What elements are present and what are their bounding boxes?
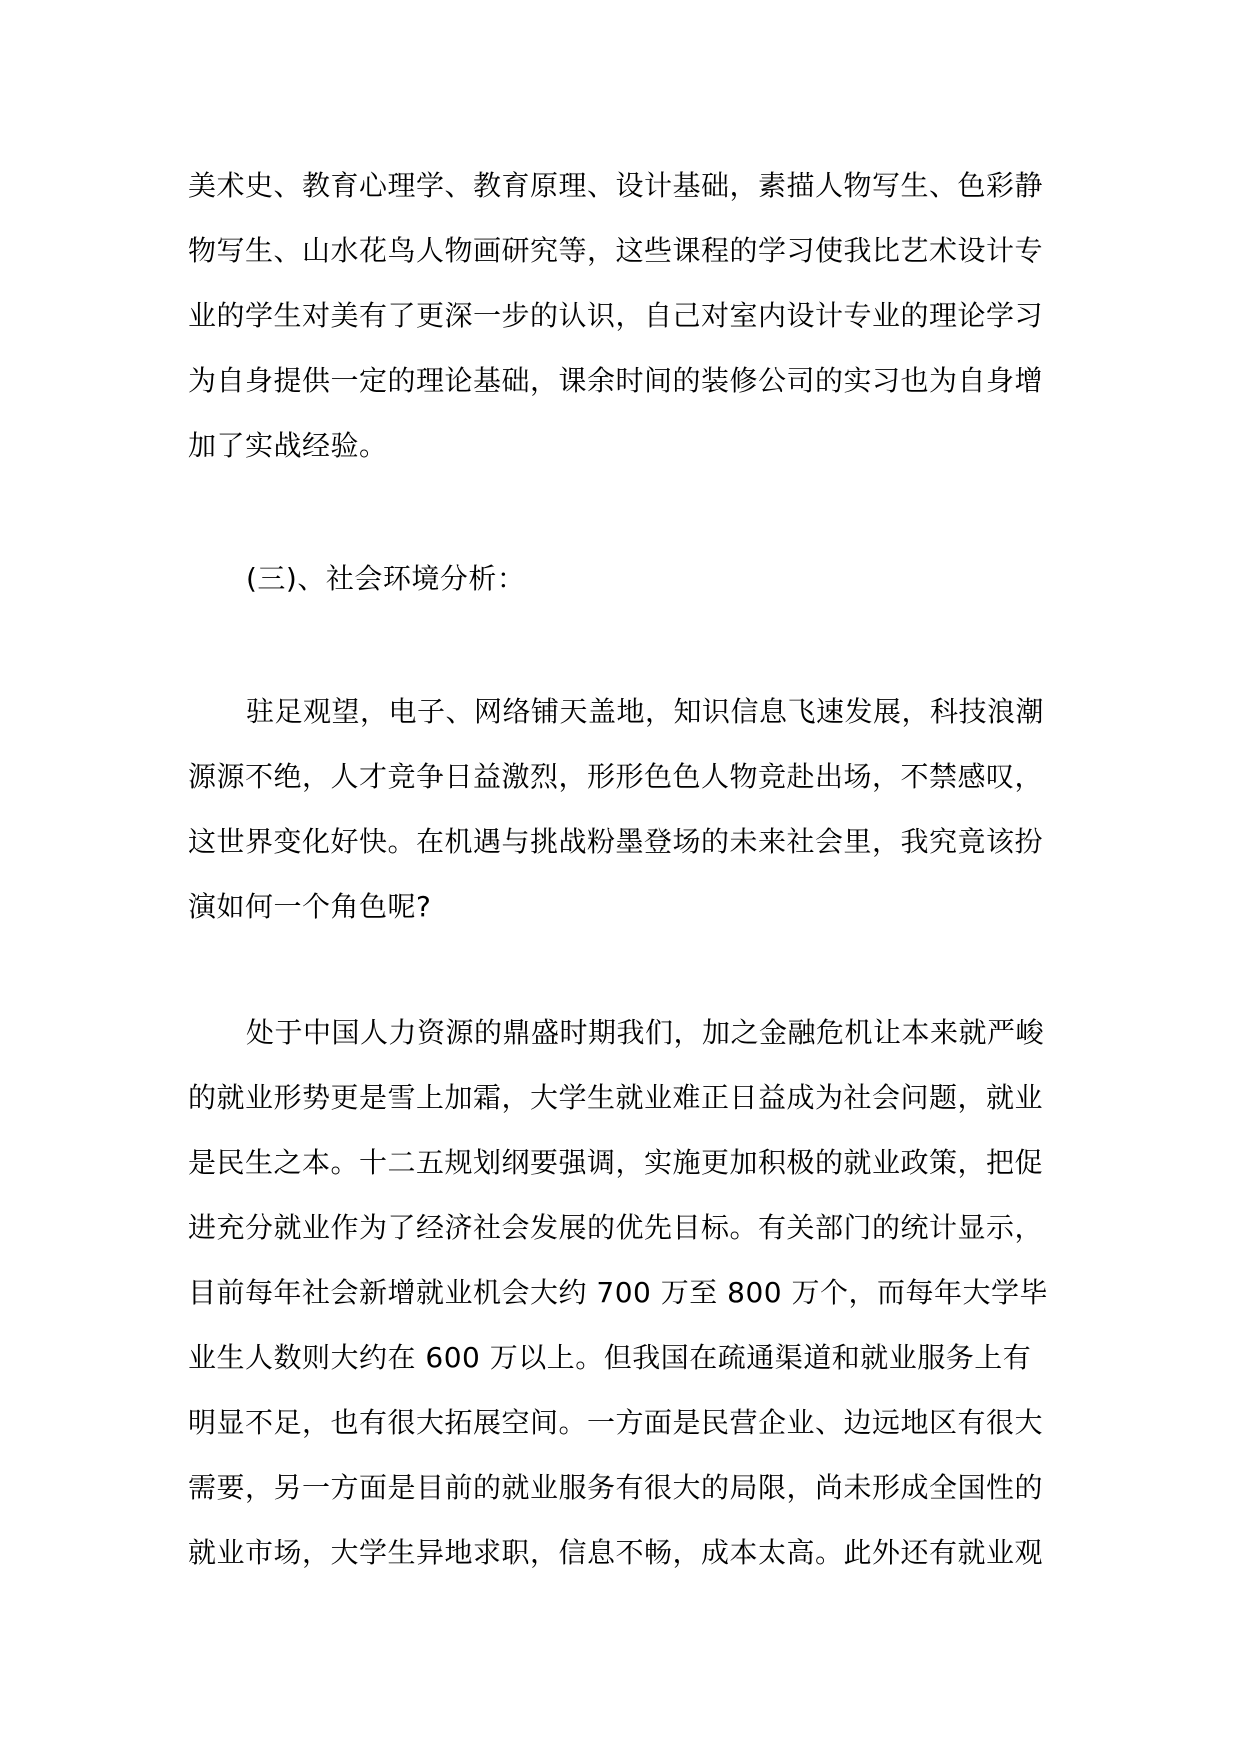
text-line: 进充分就业作为了经济社会发展的优先目标。有关部门的统计显示， xyxy=(188,1211,1044,1244)
text-line: 目前每年社会新增就业机会大约 700 万至 800 万个，而每年大学毕 xyxy=(188,1276,1048,1309)
text-line: 处于中国人力资源的鼎盛时期我们，加之金融危机让本来就严峻 xyxy=(246,1016,1045,1049)
text-line: 物写生、山水花鸟人物画研究等，这些课程的学习使我比艺术设计专 xyxy=(188,234,1044,267)
text-line: 是民生之本。十二五规划纲要强调，实施更加积极的就业政策，把促 xyxy=(188,1146,1044,1179)
text-line: 演如何一个角色呢? xyxy=(188,890,432,923)
section-heading: (三)、社会环境分析： xyxy=(246,562,526,595)
text-line: 为自身提供一定的理论基础，课余时间的装修公司的实习也为自身增 xyxy=(188,364,1044,397)
text-line: 业生人数则大约在 600 万以上。但我国在疏通渠道和就业服务上有 xyxy=(188,1341,1032,1374)
text-line: 源源不绝，人才竞争日益激烈，形形色色人物竞赴出场，不禁感叹， xyxy=(188,760,1044,793)
text-line: 业的学生对美有了更深一步的认识，自己对室内设计专业的理论学习 xyxy=(188,299,1044,332)
text-line: 加了实战经验。 xyxy=(188,429,388,462)
text-line: 就业市场，大学生异地求职，信息不畅，成本太高。此外还有就业观 xyxy=(188,1536,1044,1569)
paragraph-observation xyxy=(188,679,1088,939)
text-line: 这世界变化好快。在机遇与挑战粉墨登场的未来社会里，我究竟该扮 xyxy=(188,825,1044,858)
text-line: 驻足观望，电子、网络铺天盖地，知识信息飞速发展，科技浪潮 xyxy=(246,695,1045,728)
section-heading-social-environment xyxy=(188,546,1088,611)
paragraph-course-study xyxy=(188,153,1088,478)
paragraph-employment-situation xyxy=(188,1000,1088,1585)
text-line: 美术史、教育心理学、教育原理、设计基础，素描人物写生、色彩静 xyxy=(188,169,1044,202)
text-line: 需要，另一方面是目前的就业服务有很大的局限，尚未形成全国性的 xyxy=(188,1471,1044,1504)
text-line: 的就业形势更是雪上加霜，大学生就业难正日益成为社会问题，就业 xyxy=(188,1081,1044,1114)
text-line: 明显不足，也有很大拓展空间。一方面是民营企业、边远地区有很大 xyxy=(188,1406,1044,1439)
